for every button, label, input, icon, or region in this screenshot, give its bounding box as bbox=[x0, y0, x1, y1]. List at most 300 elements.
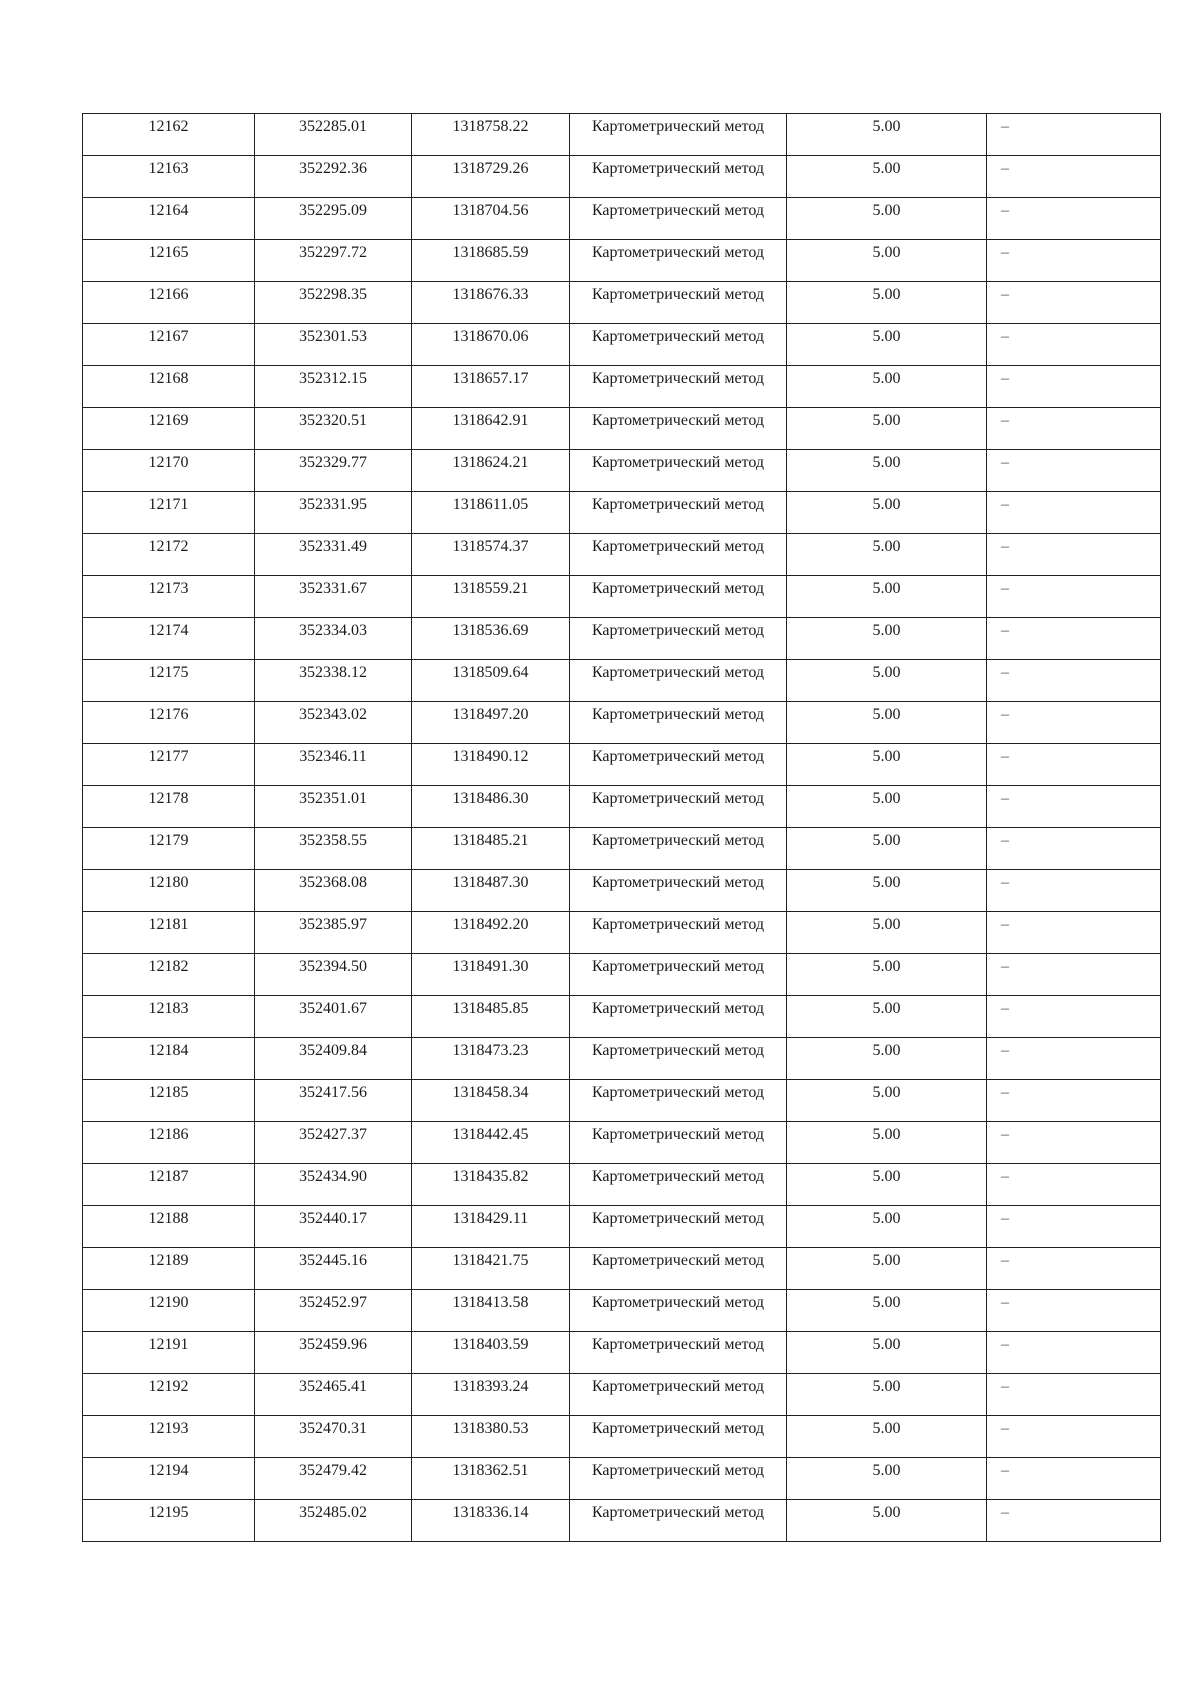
cell-text: – bbox=[1001, 244, 1009, 261]
cell-text: 5.00 bbox=[872, 202, 901, 219]
method-cell bbox=[570, 534, 787, 576]
cell-text: – bbox=[1001, 1126, 1009, 1143]
cell-text: Картометрический метод bbox=[591, 1294, 765, 1311]
cell-text: 5.00 bbox=[872, 412, 901, 429]
cell-text: 352401.67 bbox=[299, 1000, 367, 1017]
method-cell bbox=[570, 324, 787, 366]
cell-text: 352465.41 bbox=[299, 1378, 367, 1395]
point-number-cell bbox=[83, 618, 255, 660]
accuracy-cell bbox=[787, 1416, 987, 1458]
point-number-cell bbox=[83, 954, 255, 996]
cell-text: 352338.12 bbox=[299, 664, 367, 681]
cell-text: Картометрический метод bbox=[591, 118, 765, 135]
accuracy-cell bbox=[787, 996, 987, 1038]
y-coordinate-cell bbox=[412, 1500, 570, 1542]
table-row bbox=[83, 1080, 1161, 1122]
x-coordinate-cell bbox=[255, 996, 412, 1038]
description-cell bbox=[987, 1458, 1161, 1500]
table-row bbox=[83, 1458, 1161, 1500]
x-coordinate-cell bbox=[255, 1374, 412, 1416]
x-coordinate-cell bbox=[255, 114, 412, 156]
accuracy-cell bbox=[787, 282, 987, 324]
point-number-cell bbox=[83, 828, 255, 870]
accuracy-cell bbox=[787, 156, 987, 198]
method-cell bbox=[570, 1332, 787, 1374]
cell-text: 5.00 bbox=[872, 1462, 901, 1479]
cell-text: 352329.77 bbox=[299, 454, 367, 471]
cell-text: 352292.36 bbox=[299, 160, 367, 177]
y-coordinate-cell bbox=[412, 324, 570, 366]
method-cell bbox=[570, 1458, 787, 1500]
cell-text: – bbox=[1001, 1210, 1009, 1227]
x-coordinate-cell bbox=[255, 282, 412, 324]
point-number-cell bbox=[83, 1080, 255, 1122]
cell-text: 1318657.17 bbox=[452, 370, 529, 387]
cell-text: 5.00 bbox=[872, 1084, 901, 1101]
table-row bbox=[83, 1416, 1161, 1458]
cell-text: – bbox=[1001, 1252, 1009, 1269]
point-number-cell bbox=[83, 1206, 255, 1248]
cell-text: 352427.37 bbox=[299, 1126, 367, 1143]
cell-text: 5.00 bbox=[872, 622, 901, 639]
y-coordinate-cell bbox=[412, 534, 570, 576]
accuracy-cell bbox=[787, 534, 987, 576]
accuracy-cell bbox=[787, 786, 987, 828]
cell-text: Картометрический метод bbox=[591, 1378, 765, 1395]
method-cell bbox=[570, 1080, 787, 1122]
point-number-cell bbox=[83, 408, 255, 450]
accuracy-cell bbox=[787, 492, 987, 534]
cell-text: – bbox=[1001, 1084, 1009, 1101]
method-cell bbox=[570, 1290, 787, 1332]
cell-text: 12185 bbox=[148, 1084, 189, 1101]
accuracy-cell bbox=[787, 324, 987, 366]
x-coordinate-cell bbox=[255, 954, 412, 996]
description-cell bbox=[987, 1206, 1161, 1248]
x-coordinate-cell bbox=[255, 1458, 412, 1500]
method-cell bbox=[570, 450, 787, 492]
cell-text: 352295.09 bbox=[299, 202, 367, 219]
cell-text: – bbox=[1001, 412, 1009, 429]
point-number-cell bbox=[83, 1458, 255, 1500]
point-number-cell bbox=[83, 786, 255, 828]
cell-text: 1318676.33 bbox=[452, 286, 529, 303]
table-row bbox=[83, 240, 1161, 282]
cell-text: 12169 bbox=[148, 412, 189, 429]
point-number-cell bbox=[83, 702, 255, 744]
cell-text: 12191 bbox=[148, 1336, 189, 1353]
cell-text: – bbox=[1001, 118, 1009, 135]
y-coordinate-cell bbox=[412, 786, 570, 828]
description-cell bbox=[987, 1038, 1161, 1080]
cell-text: 1318497.20 bbox=[452, 706, 529, 723]
cell-text: 5.00 bbox=[872, 1294, 901, 1311]
y-coordinate-cell bbox=[412, 114, 570, 156]
cell-text: – bbox=[1001, 160, 1009, 177]
accuracy-cell bbox=[787, 660, 987, 702]
cell-text: 1318380.53 bbox=[452, 1420, 529, 1437]
cell-text: 5.00 bbox=[872, 706, 901, 723]
y-coordinate-cell bbox=[412, 282, 570, 324]
accuracy-cell bbox=[787, 828, 987, 870]
table-row bbox=[83, 1248, 1161, 1290]
table-row bbox=[83, 702, 1161, 744]
cell-text: Картометрический метод bbox=[591, 370, 765, 387]
cell-text: 12192 bbox=[148, 1378, 189, 1395]
accuracy-cell bbox=[787, 1080, 987, 1122]
description-cell bbox=[987, 702, 1161, 744]
table-row bbox=[83, 1038, 1161, 1080]
point-number-cell bbox=[83, 744, 255, 786]
cell-text: 5.00 bbox=[872, 328, 901, 345]
y-coordinate-cell bbox=[412, 450, 570, 492]
description-cell bbox=[987, 240, 1161, 282]
cell-text: 1318485.21 bbox=[452, 832, 529, 849]
cell-text: 12174 bbox=[148, 622, 189, 639]
cell-text: Картометрический метод bbox=[591, 1336, 765, 1353]
accuracy-cell bbox=[787, 240, 987, 282]
cell-text: – bbox=[1001, 832, 1009, 849]
y-coordinate-cell bbox=[412, 744, 570, 786]
cell-text: 1318485.85 bbox=[452, 1000, 529, 1017]
cell-text: 5.00 bbox=[872, 1168, 901, 1185]
method-cell bbox=[570, 828, 787, 870]
table-row bbox=[83, 576, 1161, 618]
description-cell bbox=[987, 786, 1161, 828]
cell-text: 1318574.37 bbox=[452, 538, 529, 555]
cell-text: – bbox=[1001, 874, 1009, 891]
cell-text: – bbox=[1001, 1168, 1009, 1185]
method-cell bbox=[570, 408, 787, 450]
cell-text: 5.00 bbox=[872, 1000, 901, 1017]
accuracy-cell bbox=[787, 618, 987, 660]
cell-text: 5.00 bbox=[872, 916, 901, 933]
cell-text: – bbox=[1001, 454, 1009, 471]
accuracy-cell bbox=[787, 366, 987, 408]
accuracy-cell bbox=[787, 1122, 987, 1164]
description-cell bbox=[987, 660, 1161, 702]
accuracy-cell bbox=[787, 1206, 987, 1248]
description-cell bbox=[987, 912, 1161, 954]
method-cell bbox=[570, 996, 787, 1038]
cell-text: 352445.16 bbox=[299, 1252, 367, 1269]
cell-text: Картометрический метод bbox=[591, 1504, 765, 1521]
cell-text: Картометрический метод bbox=[591, 916, 765, 933]
table-row bbox=[83, 408, 1161, 450]
y-coordinate-cell bbox=[412, 1164, 570, 1206]
cell-text: 5.00 bbox=[872, 118, 901, 135]
cell-text: 5.00 bbox=[872, 580, 901, 597]
cell-text: 352470.31 bbox=[299, 1420, 367, 1437]
cell-text: 1318492.20 bbox=[452, 916, 529, 933]
x-coordinate-cell bbox=[255, 156, 412, 198]
cell-text: 12182 bbox=[148, 958, 189, 975]
cell-text: – bbox=[1001, 706, 1009, 723]
cell-text: 352409.84 bbox=[299, 1042, 367, 1059]
cell-text: 1318473.23 bbox=[452, 1042, 529, 1059]
y-coordinate-cell bbox=[412, 198, 570, 240]
cell-text: 5.00 bbox=[872, 244, 901, 261]
x-coordinate-cell bbox=[255, 786, 412, 828]
cell-text: 12176 bbox=[148, 706, 189, 723]
cell-text: 1318729.26 bbox=[452, 160, 529, 177]
y-coordinate-cell bbox=[412, 996, 570, 1038]
cell-text: 352331.67 bbox=[299, 580, 367, 597]
point-number-cell bbox=[83, 576, 255, 618]
y-coordinate-cell bbox=[412, 1290, 570, 1332]
point-number-cell bbox=[83, 1290, 255, 1332]
point-number-cell bbox=[83, 450, 255, 492]
cell-text: Картометрический метод bbox=[591, 286, 765, 303]
cell-text: 5.00 bbox=[872, 370, 901, 387]
y-coordinate-cell bbox=[412, 1080, 570, 1122]
cell-text: 12194 bbox=[148, 1462, 189, 1479]
cell-text: 1318486.30 bbox=[452, 790, 529, 807]
cell-text: – bbox=[1001, 496, 1009, 513]
cell-text: 352334.03 bbox=[299, 622, 367, 639]
cell-text: Картометрический метод bbox=[591, 160, 765, 177]
accuracy-cell bbox=[787, 912, 987, 954]
cell-text: 352459.96 bbox=[299, 1336, 367, 1353]
x-coordinate-cell bbox=[255, 1122, 412, 1164]
y-coordinate-cell bbox=[412, 1332, 570, 1374]
table-row bbox=[83, 744, 1161, 786]
cell-text: 1318490.12 bbox=[452, 748, 529, 765]
cell-text: 12173 bbox=[148, 580, 189, 597]
point-number-cell bbox=[83, 660, 255, 702]
table-row bbox=[83, 492, 1161, 534]
table-row bbox=[83, 954, 1161, 996]
cell-text: 1318509.64 bbox=[452, 664, 529, 681]
point-number-cell bbox=[83, 1164, 255, 1206]
cell-text: 12181 bbox=[148, 916, 189, 933]
cell-text: 12172 bbox=[148, 538, 189, 555]
table-row bbox=[83, 1500, 1161, 1542]
cell-text: 1318429.11 bbox=[452, 1210, 529, 1227]
cell-text: 12177 bbox=[148, 748, 189, 765]
x-coordinate-cell bbox=[255, 324, 412, 366]
cell-text: 12186 bbox=[148, 1126, 189, 1143]
x-coordinate-cell bbox=[255, 198, 412, 240]
cell-text: 5.00 bbox=[872, 664, 901, 681]
point-number-cell bbox=[83, 534, 255, 576]
cell-text: 1318421.75 bbox=[452, 1252, 529, 1269]
cell-text: – bbox=[1001, 538, 1009, 555]
cell-text: 5.00 bbox=[872, 286, 901, 303]
cell-text: – bbox=[1001, 328, 1009, 345]
method-cell bbox=[570, 1500, 787, 1542]
table-row bbox=[83, 1206, 1161, 1248]
description-cell bbox=[987, 870, 1161, 912]
point-number-cell bbox=[83, 1248, 255, 1290]
cell-text: – bbox=[1001, 790, 1009, 807]
cell-text: Картометрический метод bbox=[591, 1252, 765, 1269]
cell-text: 352417.56 bbox=[299, 1084, 367, 1101]
cell-text: 12188 bbox=[148, 1210, 189, 1227]
method-cell bbox=[570, 576, 787, 618]
table-row bbox=[83, 156, 1161, 198]
coordinates-table bbox=[82, 113, 1161, 1542]
cell-text: Картометрический метод bbox=[591, 832, 765, 849]
description-cell bbox=[987, 1416, 1161, 1458]
method-cell bbox=[570, 912, 787, 954]
cell-text: 5.00 bbox=[872, 1126, 901, 1143]
x-coordinate-cell bbox=[255, 450, 412, 492]
cell-text: 352285.01 bbox=[299, 118, 367, 135]
cell-text: Картометрический метод bbox=[591, 328, 765, 345]
point-number-cell bbox=[83, 240, 255, 282]
description-cell bbox=[987, 492, 1161, 534]
cell-text: 352351.01 bbox=[299, 790, 367, 807]
method-cell bbox=[570, 1164, 787, 1206]
y-coordinate-cell bbox=[412, 366, 570, 408]
cell-text: 1318491.30 bbox=[452, 958, 529, 975]
point-number-cell bbox=[83, 1332, 255, 1374]
y-coordinate-cell bbox=[412, 492, 570, 534]
accuracy-cell bbox=[787, 702, 987, 744]
accuracy-cell bbox=[787, 114, 987, 156]
description-cell bbox=[987, 1164, 1161, 1206]
cell-text: 12162 bbox=[148, 118, 189, 135]
cell-text: 352301.53 bbox=[299, 328, 367, 345]
x-coordinate-cell bbox=[255, 702, 412, 744]
accuracy-cell bbox=[787, 954, 987, 996]
method-cell bbox=[570, 240, 787, 282]
accuracy-cell bbox=[787, 576, 987, 618]
method-cell bbox=[570, 954, 787, 996]
y-coordinate-cell bbox=[412, 1416, 570, 1458]
cell-text: Картометрический метод bbox=[591, 538, 765, 555]
cell-text: Картометрический метод bbox=[591, 1462, 765, 1479]
description-cell bbox=[987, 1500, 1161, 1542]
x-coordinate-cell bbox=[255, 366, 412, 408]
accuracy-cell bbox=[787, 450, 987, 492]
point-number-cell bbox=[83, 1416, 255, 1458]
description-cell bbox=[987, 366, 1161, 408]
cell-text: 5.00 bbox=[872, 958, 901, 975]
cell-text: Картометрический метод bbox=[591, 706, 765, 723]
cell-text: – bbox=[1001, 1504, 1009, 1521]
description-cell bbox=[987, 1332, 1161, 1374]
cell-text: Картометрический метод bbox=[591, 1000, 765, 1017]
y-coordinate-cell bbox=[412, 240, 570, 282]
description-cell bbox=[987, 996, 1161, 1038]
accuracy-cell bbox=[787, 198, 987, 240]
description-cell bbox=[987, 450, 1161, 492]
cell-text: Картометрический метод bbox=[591, 664, 765, 681]
table-row bbox=[83, 996, 1161, 1038]
cell-text: 5.00 bbox=[872, 1378, 901, 1395]
cell-text: 352479.42 bbox=[299, 1462, 367, 1479]
cell-text: Картометрический метод bbox=[591, 1126, 765, 1143]
cell-text: Картометрический метод bbox=[591, 1042, 765, 1059]
cell-text: 1318536.69 bbox=[452, 622, 529, 639]
cell-text: – bbox=[1001, 580, 1009, 597]
y-coordinate-cell bbox=[412, 1374, 570, 1416]
point-number-cell bbox=[83, 912, 255, 954]
cell-text: 5.00 bbox=[872, 1210, 901, 1227]
point-number-cell bbox=[83, 366, 255, 408]
y-coordinate-cell bbox=[412, 702, 570, 744]
y-coordinate-cell bbox=[412, 1458, 570, 1500]
description-cell bbox=[987, 1374, 1161, 1416]
cell-text: 5.00 bbox=[872, 790, 901, 807]
cell-text: 12187 bbox=[148, 1168, 189, 1185]
cell-text: 12190 bbox=[148, 1294, 189, 1311]
cell-text: Картометрический метод bbox=[591, 580, 765, 597]
cell-text: 352434.90 bbox=[299, 1168, 367, 1185]
cell-text: 1318435.82 bbox=[452, 1168, 529, 1185]
cell-text: 12163 bbox=[148, 160, 189, 177]
cell-text: 5.00 bbox=[872, 1252, 901, 1269]
table-row bbox=[83, 912, 1161, 954]
method-cell bbox=[570, 114, 787, 156]
x-coordinate-cell bbox=[255, 1248, 412, 1290]
y-coordinate-cell bbox=[412, 660, 570, 702]
description-cell bbox=[987, 576, 1161, 618]
cell-text: 1318487.30 bbox=[452, 874, 529, 891]
cell-text: Картометрический метод bbox=[591, 748, 765, 765]
cell-text: Картометрический метод bbox=[591, 1210, 765, 1227]
cell-text: 12184 bbox=[148, 1042, 189, 1059]
x-coordinate-cell bbox=[255, 870, 412, 912]
cell-text: – bbox=[1001, 286, 1009, 303]
method-cell bbox=[570, 618, 787, 660]
y-coordinate-cell bbox=[412, 156, 570, 198]
method-cell bbox=[570, 1038, 787, 1080]
description-cell bbox=[987, 828, 1161, 870]
cell-text: 1318403.59 bbox=[452, 1336, 529, 1353]
cell-text: 12166 bbox=[148, 286, 189, 303]
point-number-cell bbox=[83, 870, 255, 912]
cell-text: – bbox=[1001, 916, 1009, 933]
point-number-cell bbox=[83, 1038, 255, 1080]
x-coordinate-cell bbox=[255, 1080, 412, 1122]
y-coordinate-cell bbox=[412, 1206, 570, 1248]
cell-text: – bbox=[1001, 1000, 1009, 1017]
table-row bbox=[83, 534, 1161, 576]
cell-text: 12183 bbox=[148, 1000, 189, 1017]
accuracy-cell bbox=[787, 870, 987, 912]
cell-text: 12175 bbox=[148, 664, 189, 681]
description-cell bbox=[987, 1290, 1161, 1332]
cell-text: – bbox=[1001, 748, 1009, 765]
y-coordinate-cell bbox=[412, 1122, 570, 1164]
table-row bbox=[83, 1290, 1161, 1332]
table-row bbox=[83, 828, 1161, 870]
cell-text: Картометрический метод bbox=[591, 496, 765, 513]
method-cell bbox=[570, 1416, 787, 1458]
cell-text: 1318413.58 bbox=[452, 1294, 529, 1311]
y-coordinate-cell bbox=[412, 1038, 570, 1080]
cell-text: 12195 bbox=[148, 1504, 189, 1521]
description-cell bbox=[987, 324, 1161, 366]
method-cell bbox=[570, 198, 787, 240]
method-cell bbox=[570, 1206, 787, 1248]
cell-text: 5.00 bbox=[872, 1336, 901, 1353]
cell-text: 5.00 bbox=[872, 1042, 901, 1059]
accuracy-cell bbox=[787, 744, 987, 786]
description-cell bbox=[987, 156, 1161, 198]
cell-text: – bbox=[1001, 1336, 1009, 1353]
cell-text: 5.00 bbox=[872, 832, 901, 849]
point-number-cell bbox=[83, 324, 255, 366]
x-coordinate-cell bbox=[255, 1164, 412, 1206]
x-coordinate-cell bbox=[255, 576, 412, 618]
cell-text: 1318758.22 bbox=[452, 118, 529, 135]
cell-text: 352312.15 bbox=[299, 370, 367, 387]
x-coordinate-cell bbox=[255, 744, 412, 786]
